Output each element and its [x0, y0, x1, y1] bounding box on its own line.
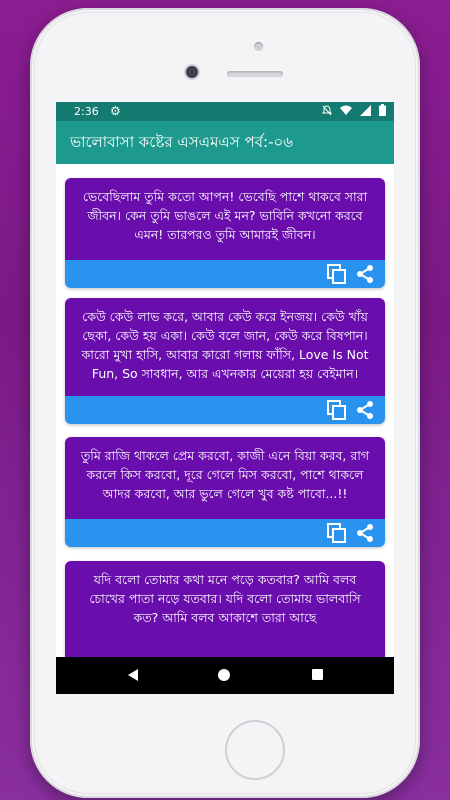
signal-icon: [360, 105, 371, 116]
back-icon[interactable]: [126, 668, 140, 682]
share-icon[interactable]: [355, 400, 375, 420]
copy-icon[interactable]: [327, 523, 347, 543]
copy-icon[interactable]: [327, 400, 347, 420]
card-actions: [65, 260, 385, 288]
earpiece-speaker: [227, 71, 283, 77]
status-icons: [322, 104, 386, 116]
sms-card: [65, 561, 385, 657]
mute-icon: [322, 105, 332, 116]
share-icon[interactable]: [355, 523, 375, 543]
status-time: 2:36: [74, 105, 99, 118]
share-icon[interactable]: [355, 264, 375, 284]
app-bar-title: ভালোবাসা কষ্টের এসএমএস পর্ব:-০৬: [56, 121, 394, 164]
card-actions: [65, 519, 385, 547]
proximity-sensor: [254, 42, 263, 51]
sms-text: কেউ কেউ লাভ করে, আবার কেউ করে ইনজয়। কেউ খাঁয় ছেকা, কেউ হয় একা। কেউ বলে জান, কেউ করে বিষপান। কারো মুখা হাসি, আবার কারো গলায় ফাঁসি, Love Is Not Fun, So সাবধান, আর এখনকার মেয়েরা হয় বেইমান।: [65, 298, 385, 396]
wifi-icon: [340, 105, 352, 116]
copy-icon[interactable]: [327, 264, 347, 284]
sms-card: [65, 437, 385, 547]
app-screen: [56, 102, 394, 694]
sms-text: যদি বলো তোমার কথা মনে পড়ে কতবার? আমি বলব চোখের পাতা নড়ে যতবার। যদি বলো তোমায় ভালবাসি কত? আমি বলব আকাশে তারা আছে: [65, 561, 385, 657]
sms-list[interactable]: [56, 164, 394, 657]
nav-bar: [56, 657, 394, 694]
status-bar: [56, 102, 394, 121]
sms-text: ভেবেছিলাম তুমি কতো আপন! ভেবেছি পাশে থাকবে সারা জীবন। কেন তুমি ভাঙলে এই মন? ভাবিনি কখনো করবে এমন! তারপরও তুমি আমারই জীবন।: [65, 178, 385, 260]
front-camera: [186, 66, 198, 78]
card-actions: [65, 396, 385, 424]
home-icon[interactable]: [218, 669, 230, 681]
sms-text: তুমি রাজি থাকলে প্রেম করবো, কাজী এনে বিয়া করব, রাগ করলে কিস করবো, দূরে গেলে মিস করবো, পাশে থাকলে আদর করবো, আর ভুলে গেলে খুব কষ্ট পাবো...!!: [65, 437, 385, 519]
hardware-home-button[interactable]: [225, 720, 285, 780]
gear-icon: ⚙: [110, 104, 121, 118]
sms-card: [65, 178, 385, 288]
recent-apps-icon[interactable]: [312, 669, 323, 680]
sms-card: [65, 298, 385, 424]
battery-icon: [379, 104, 386, 116]
